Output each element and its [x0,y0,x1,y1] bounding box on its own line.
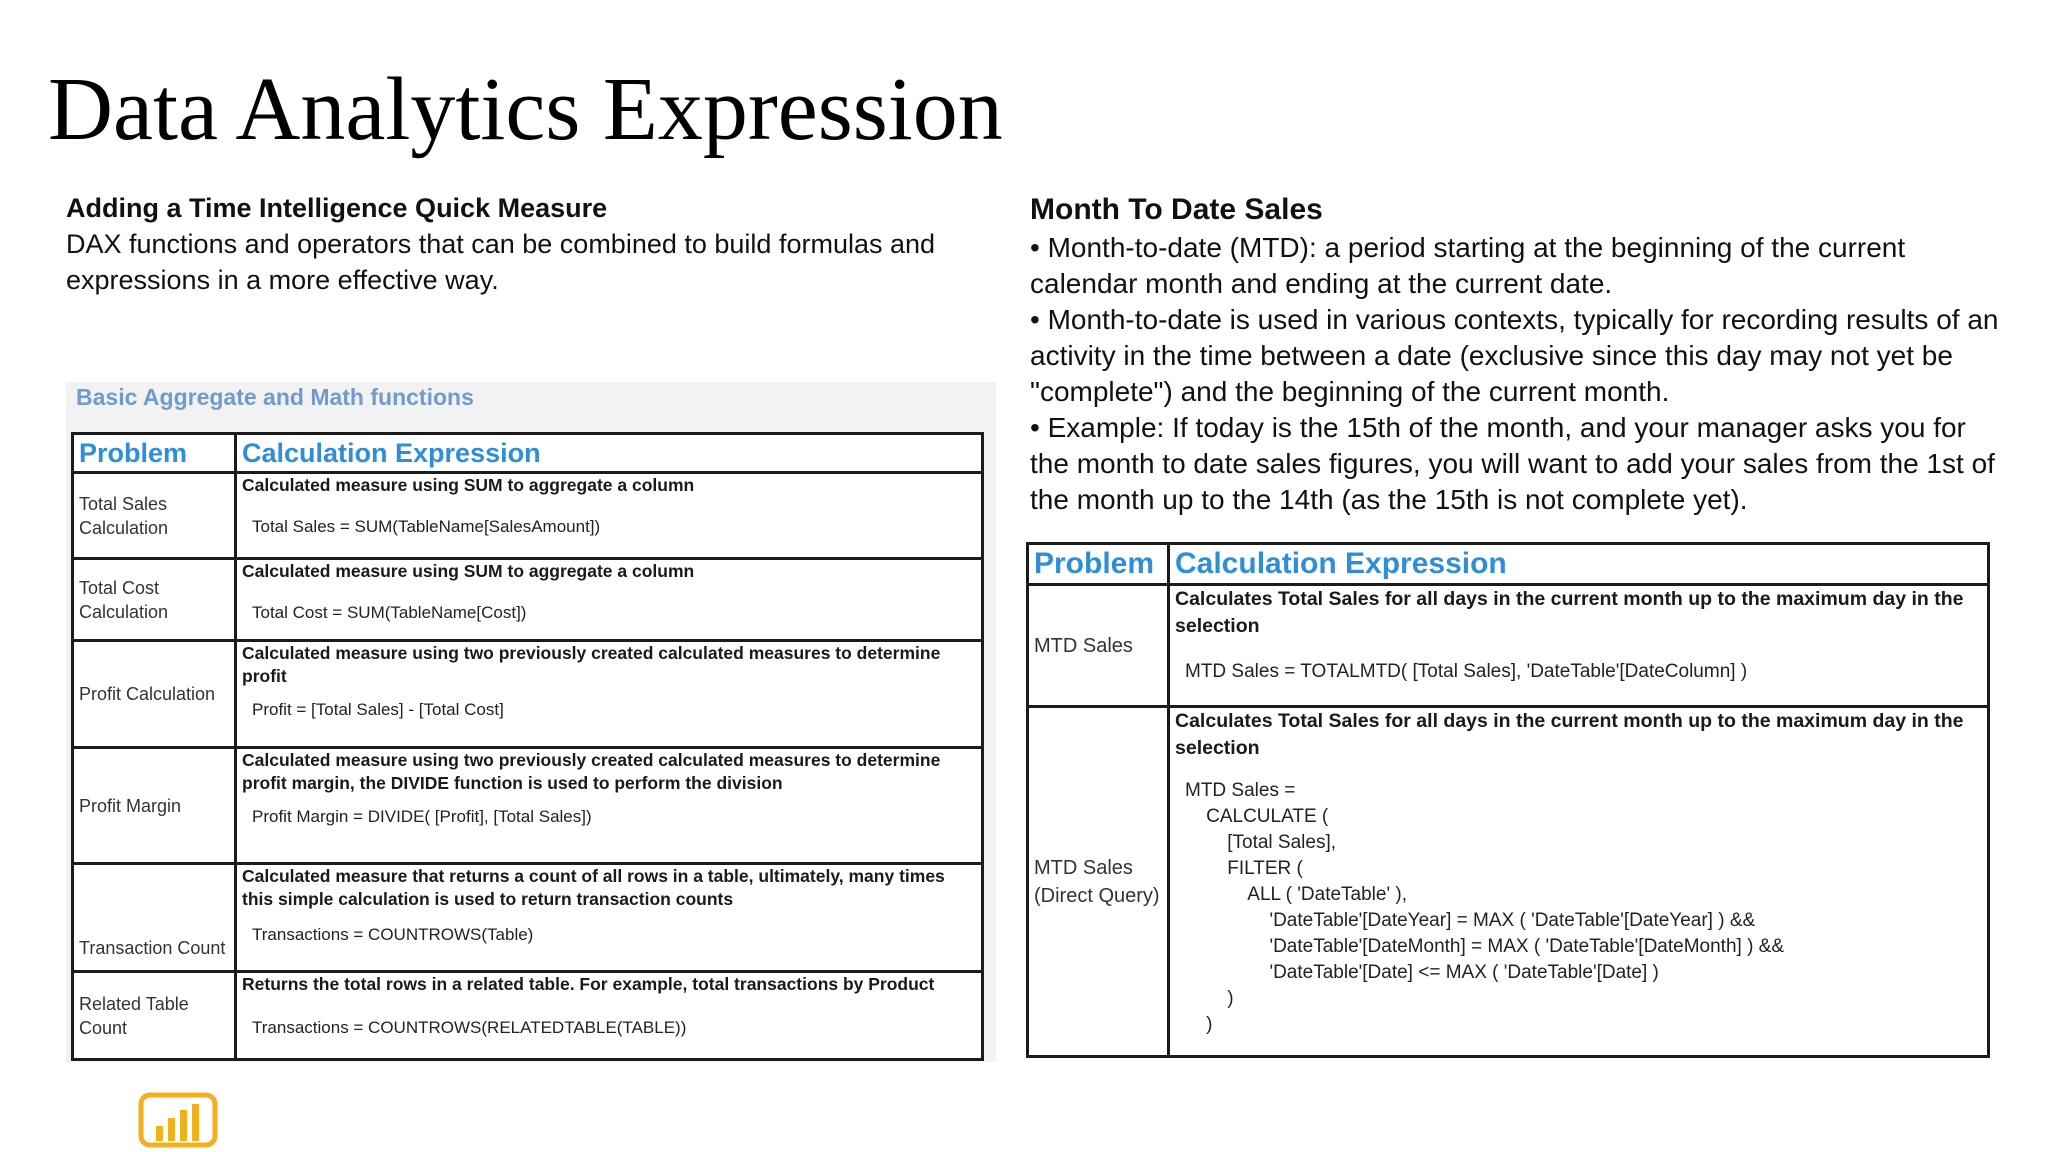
problem-cell: Related Table Count [73,972,236,1060]
expression-description: Calculated measure using two previously created calculated measures to determine profit margin, the DIVIDE function is used to perform the division [242,750,941,793]
table-row [73,972,983,1060]
header-problem: Problem [73,434,236,473]
problem-cell: Profit Calculation [73,641,236,748]
expression-formula: Total Sales = SUM(TableName[SalesAmount]) [252,517,601,536]
expression-description: Calculates Total Sales for all days in the current month up to the maximum day in the selection [1175,588,1964,637]
mtd-table [1026,542,1990,1058]
expression-cell [236,972,983,1060]
mtd-heading: Month To Date Sales [1030,193,1323,226]
code-line: ) [1185,988,1234,1009]
expression-description: Calculates Total Sales for all days in the current month up to the maximum day in the selection [1175,710,1964,759]
expression-cell [1169,707,1989,1057]
code-line: 'DateTable'[DateYear] = MAX ( 'DateTable'[DateYear] ) && [1185,910,1756,931]
code-line: CALCULATE ( [1185,806,1329,827]
table-row [73,748,983,864]
expression-formula: Profit = [Total Sales] - [Total Cost] [252,700,504,719]
expression-cell [236,748,983,864]
mtd-bullet-2: • Month-to-date is used in various contexts, typically for recording results of an activity in the time between a date (exclusive since this day may not yet be "complete") and the beginning of the current month. [1030,304,1999,407]
page-title: Data Analytics Expression [48,60,1003,159]
left-heading: Adding a Time Intelligence Quick Measure [66,193,608,223]
expression-description: Calculated measure using SUM to aggregate a column [242,475,695,495]
left-body-line-2: expressions in a more effective way. [66,265,499,295]
expression-description: Calculated measure that returns a count of all rows in a table, ultimately, many times this simple calculation is used to return transaction counts [242,866,945,909]
expression-cell [236,473,983,559]
code-line: ) [1185,1014,1213,1035]
expression-formula: Profit Margin = DIVIDE( [Profit], [Total Sales]) [252,807,592,826]
expression-cell [236,559,983,641]
table-row [73,473,983,559]
code-line: 'DateTable'[Date] <= MAX ( 'DateTable'[Date] ) [1185,962,1659,983]
expression-description: Calculated measure using SUM to aggregate a column [242,561,695,581]
left-body-line-1: DAX functions and operators that can be combined to build formulas and [66,229,936,259]
table-row [1028,585,1989,707]
table-row [73,864,983,972]
expression-description: Returns the total rows in a related table. For example, total transactions by Product [242,974,935,994]
mtd-section [1030,190,2010,518]
mtd-table-panel [1022,540,1994,1070]
table-caption: Basic Aggregate and Math functions [76,384,474,410]
expression-cell [236,641,983,748]
expression-description: Calculated measure using two previously created calculated measures to determine profit [242,643,941,686]
expression-formula: Transactions = COUNTROWS(Table) [252,925,534,944]
power-bi-logo-icon [138,1092,218,1148]
header-calculation-expression: Calculation Expression [1169,544,1989,585]
left-intro [66,190,1006,298]
header-problem: Problem [1028,544,1169,585]
basic-functions-panel [66,382,996,1062]
code-line: [Total Sales], [1185,832,1337,853]
code-line: ALL ( 'DateTable' ), [1185,884,1407,905]
mtd-bullet-1: • Month-to-date (MTD): a period starting at the beginning of the current calendar month and ending at the current date. [1030,232,1906,299]
problem-cell: MTD Sales [1028,585,1169,707]
expression-formula: Transactions = COUNTROWS(RELATEDTABLE(TABLE)) [252,1018,687,1037]
basic-functions-table [71,432,984,1061]
table-row [73,559,983,641]
expression-code [1175,778,1982,1038]
problem-cell: Total Sales Calculation [73,473,236,559]
problem-cell: MTD Sales (Direct Query) [1028,707,1169,1057]
header-calculation-expression: Calculation Expression [236,434,983,473]
expression-formula: Total Cost = SUM(TableName[Cost]) [252,603,527,622]
code-line: MTD Sales = [1185,780,1296,801]
problem-cell: Profit Margin [73,748,236,864]
table-header-row [1028,544,1989,585]
expression-formula: MTD Sales = TOTALMTD( [Total Sales], 'DateTable'[DateColumn] ) [1185,661,1748,682]
mtd-bullet-3: • Example: If today is the 15th of the month, and your manager asks you for the month to date sales figures, you will want to add your sales from the 1st of the month up to the 14th (as the 15th is not complete yet). [1030,412,1995,515]
expression-cell [1169,585,1989,707]
code-line: 'DateTable'[DateMonth] = MAX ( 'DateTable'[DateMonth] ) && [1185,936,1785,957]
table-header-row [73,434,983,473]
expression-cell [236,864,983,972]
problem-cell: Transaction Count [73,864,236,972]
table-row [73,641,983,748]
table-row [1028,707,1989,1057]
problem-cell: Total Cost Calculation [73,559,236,641]
code-line: FILTER ( [1185,858,1303,879]
